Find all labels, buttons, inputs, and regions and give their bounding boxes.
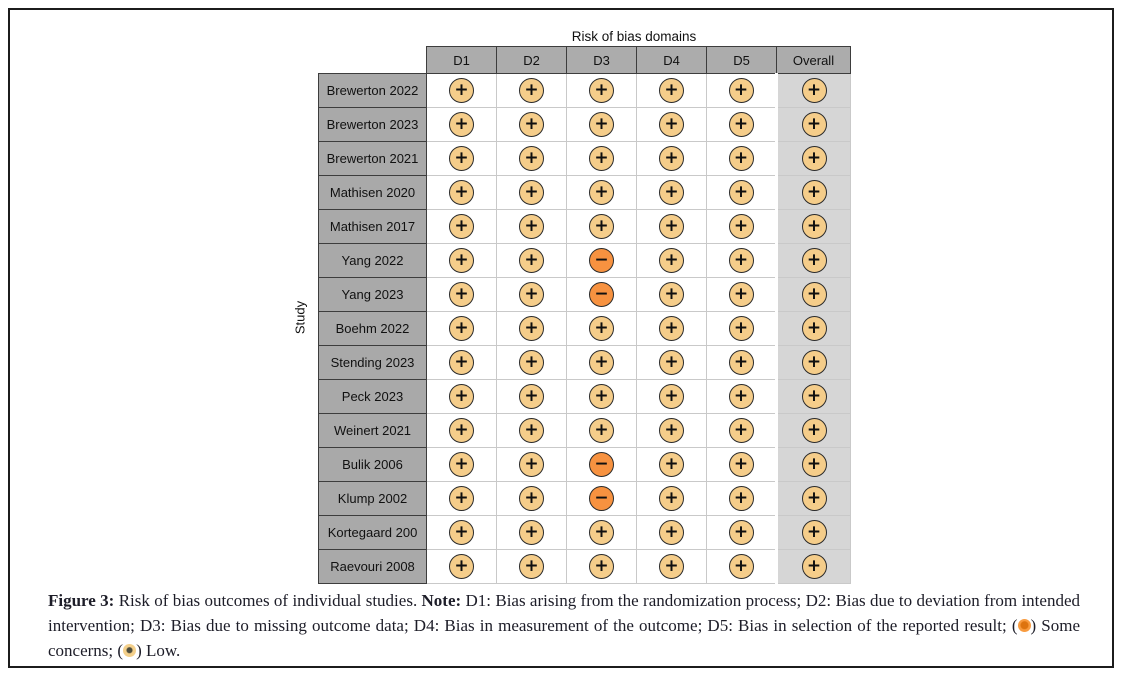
rating-circle-some-concerns: − <box>589 486 614 511</box>
rating-circle-low: + <box>519 554 544 579</box>
column-header-d4: D4 <box>637 47 707 74</box>
figure-container <box>8 8 1114 668</box>
rating-cell <box>777 312 851 346</box>
rating-cell <box>707 448 777 482</box>
rating-cell <box>427 142 497 176</box>
rating-circle-low: + <box>519 214 544 239</box>
rating-circle-low: + <box>802 180 827 205</box>
rating-cell <box>567 482 637 516</box>
rating-cell <box>707 482 777 516</box>
rating-cell <box>637 278 707 312</box>
y-axis-label: Study <box>292 300 308 335</box>
rating-circle-low: + <box>519 486 544 511</box>
rating-cell <box>497 448 567 482</box>
rating-cell <box>637 244 707 278</box>
rating-cell <box>707 312 777 346</box>
rating-cell <box>777 176 851 210</box>
rating-cell <box>497 74 567 108</box>
rating-circle-low: + <box>519 180 544 205</box>
study-row-label: Raevouri 2008 <box>319 550 427 584</box>
low-icon <box>123 644 136 657</box>
rating-cell <box>427 380 497 414</box>
rating-cell <box>497 414 567 448</box>
rating-circle-low: + <box>519 282 544 307</box>
rating-cell <box>707 278 777 312</box>
rating-cell <box>567 414 637 448</box>
rating-circle-low: + <box>659 452 684 477</box>
column-header-d3: D3 <box>567 47 637 74</box>
rating-cell <box>777 108 851 142</box>
study-row-label: Kortegaard 200 <box>319 516 427 550</box>
rating-circle-low: + <box>449 452 474 477</box>
rating-circle-low: + <box>729 554 754 579</box>
table-row <box>319 176 851 210</box>
rating-circle-low: + <box>589 316 614 341</box>
table-row <box>319 448 851 482</box>
rating-cell <box>497 210 567 244</box>
study-row-label: Weinert 2021 <box>319 414 427 448</box>
table-row <box>319 74 851 108</box>
rating-cell <box>707 380 777 414</box>
caption-text-1: Risk of bias outcomes of individual studies. <box>114 591 422 610</box>
rating-cell <box>427 312 497 346</box>
rating-circle-low: + <box>449 282 474 307</box>
rating-circle-low: + <box>589 112 614 137</box>
rating-cell <box>707 414 777 448</box>
rating-circle-low: + <box>519 418 544 443</box>
rating-cell <box>567 516 637 550</box>
rating-cell <box>567 108 637 142</box>
rating-circle-low: + <box>729 282 754 307</box>
table-row <box>319 244 851 278</box>
rating-cell <box>497 482 567 516</box>
rating-circle-low: + <box>659 146 684 171</box>
rating-circle-low: + <box>589 214 614 239</box>
rating-circle-low: + <box>659 78 684 103</box>
figure-caption <box>48 588 1080 663</box>
study-row-label: Brewerton 2023 <box>319 108 427 142</box>
rating-circle-low: + <box>449 316 474 341</box>
column-header-d1: D1 <box>427 47 497 74</box>
rating-cell <box>427 448 497 482</box>
rating-circle-low: + <box>729 248 754 273</box>
study-row-label: Brewerton 2022 <box>319 74 427 108</box>
rating-cell <box>637 74 707 108</box>
rating-cell <box>707 108 777 142</box>
rating-cell <box>497 550 567 584</box>
rating-cell <box>497 108 567 142</box>
rating-circle-low: + <box>519 112 544 137</box>
rating-cell <box>497 380 567 414</box>
rating-cell <box>497 312 567 346</box>
rating-cell <box>497 516 567 550</box>
rating-circle-low: + <box>589 418 614 443</box>
some-concerns-icon <box>1018 619 1031 632</box>
rating-circle-low: + <box>729 78 754 103</box>
caption-text-4: ) Low. <box>136 641 181 660</box>
rating-cell <box>497 278 567 312</box>
table-row <box>319 210 851 244</box>
rating-circle-low: + <box>519 78 544 103</box>
table-row <box>319 380 851 414</box>
rating-circle-low: + <box>729 384 754 409</box>
rating-circle-low: + <box>729 418 754 443</box>
rating-circle-low: + <box>729 214 754 239</box>
rating-circle-low: + <box>729 112 754 137</box>
rating-circle-low: + <box>729 146 754 171</box>
rating-cell <box>567 278 637 312</box>
rating-circle-low: + <box>802 316 827 341</box>
rating-circle-low: + <box>729 452 754 477</box>
rating-circle-low: + <box>802 282 827 307</box>
table-row <box>319 108 851 142</box>
rating-cell <box>637 210 707 244</box>
rating-cell <box>497 176 567 210</box>
rating-circle-low: + <box>659 554 684 579</box>
study-row-label: Yang 2022 <box>319 244 427 278</box>
rating-circle-low: + <box>589 384 614 409</box>
rating-circle-low: + <box>449 350 474 375</box>
rating-circle-low: + <box>519 350 544 375</box>
rating-cell <box>427 414 497 448</box>
risk-of-bias-table <box>318 46 851 584</box>
rating-circle-low: + <box>589 180 614 205</box>
rating-circle-low: + <box>519 248 544 273</box>
rating-cell <box>427 278 497 312</box>
rating-circle-low: + <box>802 486 827 511</box>
rating-cell <box>637 346 707 380</box>
rating-cell <box>427 74 497 108</box>
rating-circle-low: + <box>802 384 827 409</box>
rating-circle-low: + <box>589 350 614 375</box>
table-row <box>319 346 851 380</box>
rating-cell <box>637 482 707 516</box>
rating-cell <box>427 210 497 244</box>
rating-cell <box>777 482 851 516</box>
plot-title: Risk of bias domains <box>571 29 697 44</box>
rating-cell <box>707 516 777 550</box>
rating-cell <box>427 516 497 550</box>
rating-cell <box>567 176 637 210</box>
rating-circle-some-concerns: − <box>589 282 614 307</box>
table-row <box>319 482 851 516</box>
rating-circle-low: + <box>802 418 827 443</box>
rating-circle-low: + <box>589 78 614 103</box>
rating-cell <box>707 74 777 108</box>
rating-cell <box>637 550 707 584</box>
rating-circle-low: + <box>449 180 474 205</box>
rating-cell <box>777 380 851 414</box>
column-header-overall: Overall <box>777 47 851 74</box>
rating-cell <box>497 142 567 176</box>
rating-circle-low: + <box>802 452 827 477</box>
rating-circle-low: + <box>589 554 614 579</box>
rating-circle-low: + <box>802 146 827 171</box>
rating-circle-low: + <box>729 180 754 205</box>
rating-cell <box>567 380 637 414</box>
table-row <box>319 550 851 584</box>
rating-circle-low: + <box>519 384 544 409</box>
rating-circle-low: + <box>519 520 544 545</box>
rating-circle-low: + <box>449 520 474 545</box>
rating-cell <box>777 414 851 448</box>
rating-circle-low: + <box>729 316 754 341</box>
rating-cell <box>637 414 707 448</box>
rating-circle-low: + <box>802 112 827 137</box>
table-row <box>319 142 851 176</box>
header-row <box>319 47 851 74</box>
rating-cell <box>777 448 851 482</box>
rating-circle-low: + <box>659 350 684 375</box>
rating-circle-low: + <box>589 146 614 171</box>
rating-cell <box>567 210 637 244</box>
rating-cell <box>707 346 777 380</box>
rating-cell <box>567 74 637 108</box>
rating-circle-low: + <box>802 554 827 579</box>
rating-circle-some-concerns: − <box>589 452 614 477</box>
rating-cell <box>777 278 851 312</box>
rating-cell <box>497 244 567 278</box>
rating-circle-low: + <box>659 384 684 409</box>
rating-circle-low: + <box>659 214 684 239</box>
table-row <box>319 312 851 346</box>
rating-circle-low: + <box>802 78 827 103</box>
rating-circle-low: + <box>449 486 474 511</box>
rating-cell <box>777 210 851 244</box>
study-row-label: Yang 2023 <box>319 278 427 312</box>
rating-circle-low: + <box>659 282 684 307</box>
table-row <box>319 516 851 550</box>
rating-circle-low: + <box>802 248 827 273</box>
rating-cell <box>567 312 637 346</box>
rating-circle-low: + <box>659 486 684 511</box>
table-corner <box>319 47 427 74</box>
rating-circle-low: + <box>449 554 474 579</box>
study-row-label: Brewerton 2021 <box>319 142 427 176</box>
rating-circle-low: + <box>449 418 474 443</box>
rating-cell <box>707 142 777 176</box>
rating-cell <box>567 142 637 176</box>
rating-cell <box>427 482 497 516</box>
rating-circle-low: + <box>449 214 474 239</box>
rating-cell <box>567 550 637 584</box>
rating-cell <box>497 346 567 380</box>
figure-label: Figure 3: <box>48 591 115 610</box>
caption-text-3: ) Some concerns; ( <box>48 616 1081 660</box>
study-row-label: Boehm 2022 <box>319 312 427 346</box>
rating-cell <box>637 448 707 482</box>
rating-cell <box>707 210 777 244</box>
rating-cell <box>637 516 707 550</box>
rating-circle-low: + <box>659 180 684 205</box>
study-row-label: Peck 2023 <box>319 380 427 414</box>
study-row-label: Bulik 2006 <box>319 448 427 482</box>
study-row-label: Klump 2002 <box>319 482 427 516</box>
rating-cell <box>637 312 707 346</box>
rating-cell <box>637 108 707 142</box>
rating-cell <box>427 108 497 142</box>
rating-cell <box>777 142 851 176</box>
rating-cell <box>637 176 707 210</box>
rating-circle-low: + <box>659 316 684 341</box>
caption-text-2: D1: Bias arising from the randomization process; D2: Bias due to deviation from intended intervention; D3: Bias due to missing outcome data; D4: Bias in measurement of the outcome; D5: Bias in selection of the reported result; ( <box>48 591 1080 635</box>
table-row <box>319 414 851 448</box>
rating-circle-low: + <box>659 112 684 137</box>
rating-circle-low: + <box>659 418 684 443</box>
column-header-d5: D5 <box>707 47 777 74</box>
rating-cell <box>567 244 637 278</box>
rating-cell <box>777 74 851 108</box>
rating-circle-low: + <box>519 452 544 477</box>
rating-circle-low: + <box>659 520 684 545</box>
table-row <box>319 278 851 312</box>
rating-cell <box>427 550 497 584</box>
rating-circle-low: + <box>729 520 754 545</box>
note-label: Note: <box>421 591 462 610</box>
rating-circle-low: + <box>589 520 614 545</box>
rating-cell <box>777 346 851 380</box>
rating-cell <box>567 448 637 482</box>
rating-circle-low: + <box>802 520 827 545</box>
rating-circle-low: + <box>449 112 474 137</box>
study-row-label: Mathisen 2017 <box>319 210 427 244</box>
study-row-label: Mathisen 2020 <box>319 176 427 210</box>
rating-circle-low: + <box>519 316 544 341</box>
rating-cell <box>777 550 851 584</box>
rating-cell <box>427 176 497 210</box>
rating-cell <box>427 346 497 380</box>
rating-cell <box>637 380 707 414</box>
rating-circle-low: + <box>802 350 827 375</box>
study-row-label: Stending 2023 <box>319 346 427 380</box>
rating-cell <box>427 244 497 278</box>
rating-cell <box>777 516 851 550</box>
rating-circle-low: + <box>449 78 474 103</box>
rating-circle-low: + <box>449 384 474 409</box>
rating-circle-low: + <box>659 248 684 273</box>
rating-circle-low: + <box>519 146 544 171</box>
rating-cell <box>707 176 777 210</box>
column-header-d2: D2 <box>497 47 567 74</box>
rating-circle-some-concerns: − <box>589 248 614 273</box>
rating-circle-low: + <box>449 248 474 273</box>
rating-cell <box>707 244 777 278</box>
rating-circle-low: + <box>729 350 754 375</box>
rating-circle-low: + <box>802 214 827 239</box>
rating-cell <box>777 244 851 278</box>
rating-circle-low: + <box>729 486 754 511</box>
rating-cell <box>637 142 707 176</box>
rating-cell <box>707 550 777 584</box>
rating-cell <box>567 346 637 380</box>
rating-circle-low: + <box>449 146 474 171</box>
